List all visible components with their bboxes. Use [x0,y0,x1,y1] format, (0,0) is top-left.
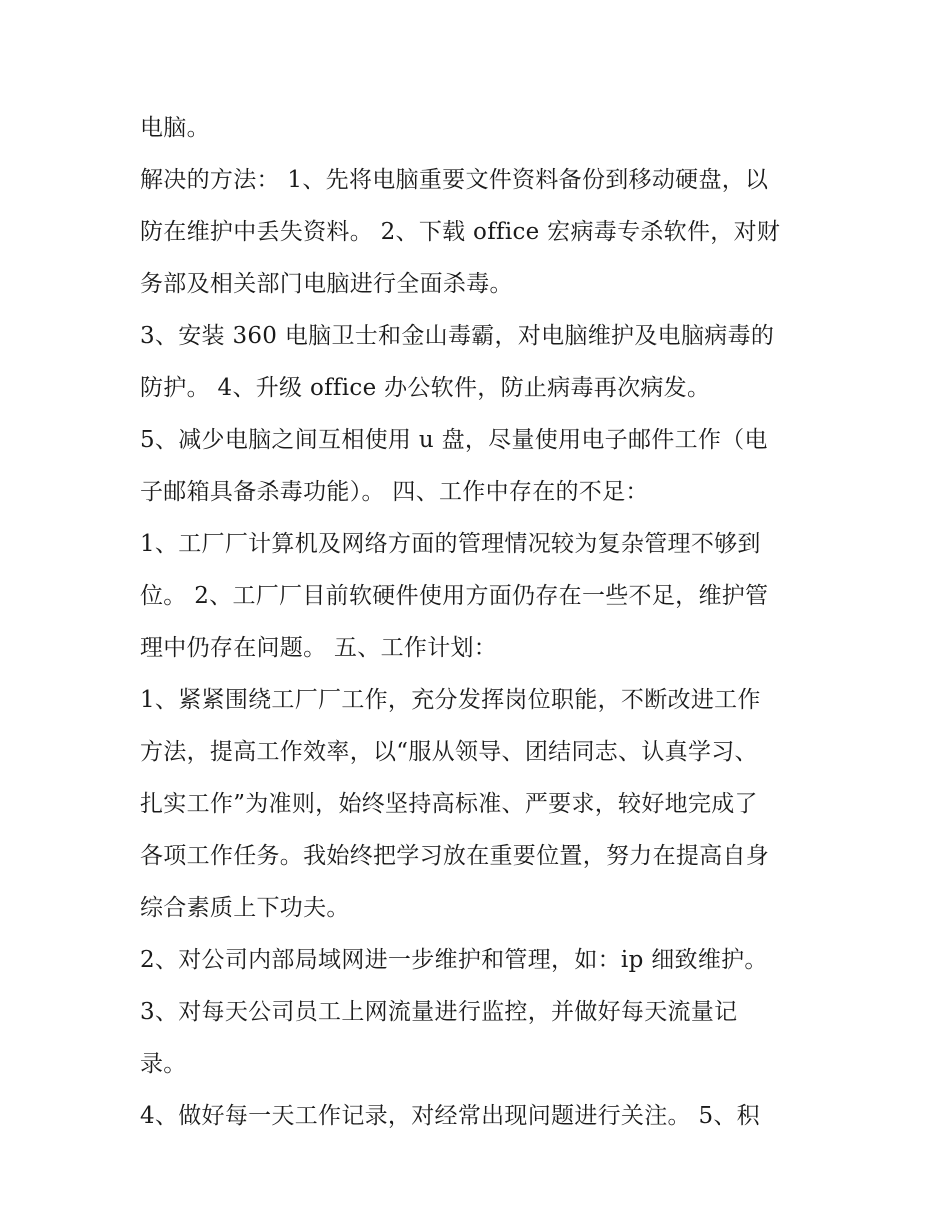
text-line: 防在维护中丢失资料。 2、下载 office 宏病毒专杀软件，对财 [140,219,781,245]
text-line: 理中仍存在问题。 五、工作计划： [140,635,498,661]
text-line: 3、安装 360 电脑卫士和金山毒霸，对电脑维护及电脑病毒的 [140,323,775,349]
text-line: 位。 2、工厂厂目前软硬件使用方面仍存在一些不足，维护管 [140,583,769,609]
text-line: 务部及相关部门电脑进行全面杀毒。 [140,271,513,297]
text-line: 1、工厂厂计算机及网络方面的管理情况较为复杂管理不够到 [140,531,761,557]
text-line: 各项工作任务。我始终把学习放在重要位置，努力在提高自身 [140,843,770,869]
text-line: 2、对公司内部局域网进一步维护和管理，如：ip 细致维护。 [140,947,768,973]
text-line: 4、做好每一天工作记录，对经常出现问题进行关注。 5、积 [140,1103,760,1129]
text-line: 扎实工作”为准则，始终坚持高标准、严要求，较好地完成了 [140,791,758,817]
text-line: 电脑。 [140,115,210,141]
text-line: 5、减少电脑之间互相使用 u 盘，尽量使用电子邮件工作（电 [140,427,768,453]
document-body [140,108,820,1148]
text-line: 1、紧紧围绕工厂厂工作，充分发挥岗位职能，不断改进工作 [140,687,761,713]
text-line: 方法，提高工作效率，以“服从领导、团结同志、认真学习、 [140,739,758,765]
text-line: 综合素质上下功夫。 [140,895,350,921]
text-line: 防护。 4、升级 office 办公软件，防止病毒再次病发。 [140,375,711,401]
text-line: 子邮箱具备杀毒功能）。 四、工作中存在的不足： [140,479,649,505]
text-line: 3、对每天公司员工上网流量进行监控，并做好每天流量记 [140,999,738,1025]
text-line: 解决的方法： 1、先将电脑重要文件资料备份到移动硬盘，以 [140,167,769,193]
text-line: 录。 [140,1051,187,1077]
